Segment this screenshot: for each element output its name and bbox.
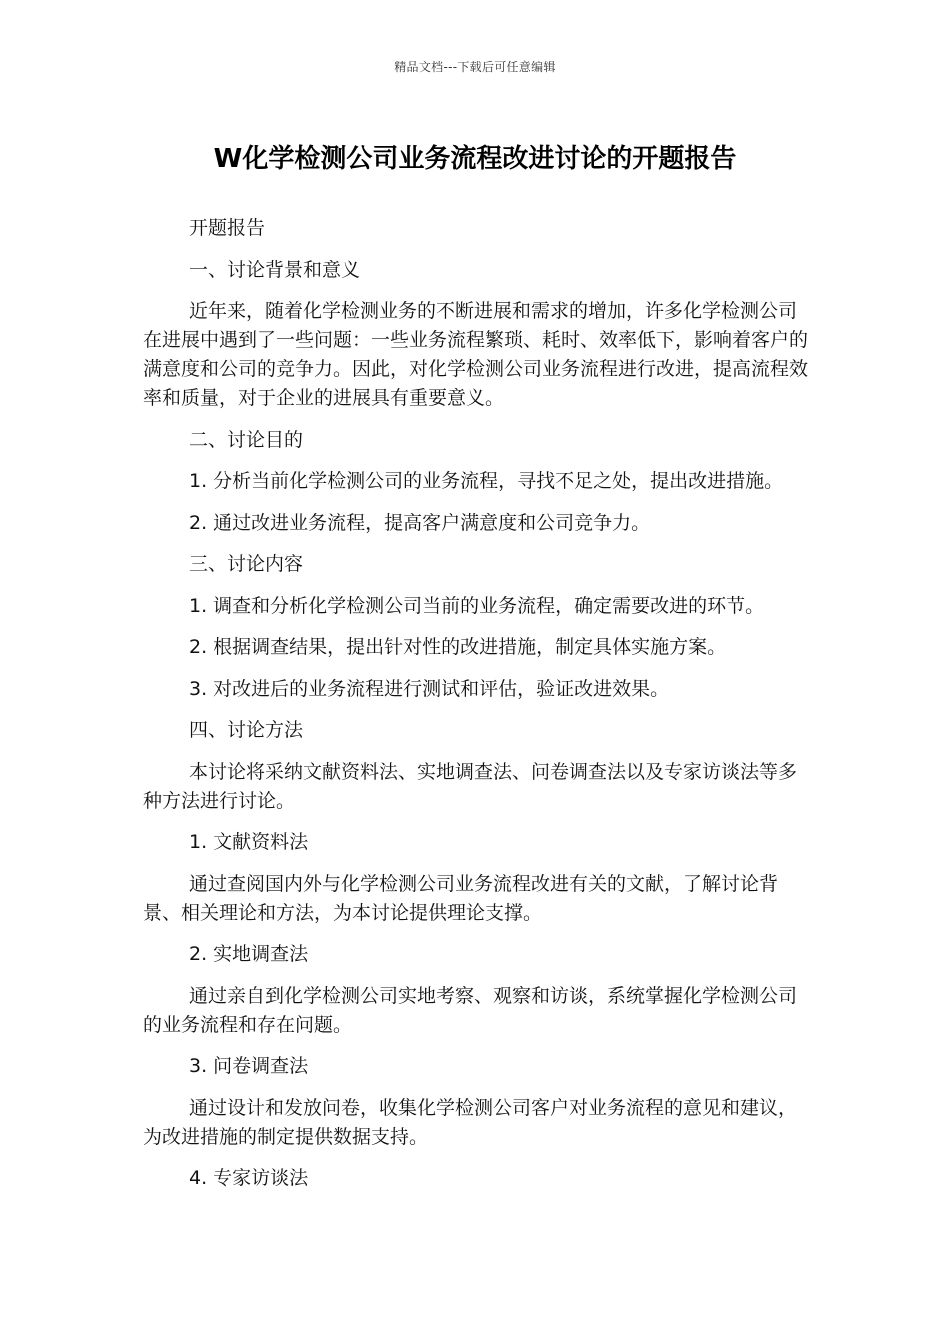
list-item-purpose-2: 2. 通过改进业务流程，提高客户满意度和公司竞争力。 <box>189 511 651 534</box>
list-item-content-3: 3. 对改进后的业务流程进行测试和评估，验证改进效果。 <box>189 677 670 700</box>
paragraph-field-survey: 通过亲自到化学检测公司实地考察、观察和访谈，系统掌握化学检测公司的业务流程和存在问题。 <box>143 984 798 1036</box>
paragraph-report-label: 开题报告 <box>189 217 266 239</box>
section-heading-method: 四、讨论方法 <box>189 719 304 741</box>
paragraph-questionnaire: 通过设计和发放问卷，收集化学检测公司客户对业务流程的意见和建议，为改进措施的制定提供数据支持。 <box>143 1096 798 1148</box>
paragraph-method-intro: 本讨论将采纳文献资料法、实地调查法、问卷调查法以及专家访谈法等多种方法进行讨论。 <box>143 760 798 812</box>
list-item-purpose-1: 1. 分析当前化学检测公司的业务流程，寻找不足之处，提出改进措施。 <box>189 470 784 492</box>
subheading-field-survey: 2. 实地调查法 <box>189 943 309 965</box>
section-heading-background: 一、讨论背景和意义 <box>189 258 361 281</box>
list-item-content-2: 2. 根据调查结果，提出针对性的改进措施，制定具体实施方案。 <box>189 636 727 658</box>
subheading-expert-interview: 4. 专家访谈法 <box>189 1167 309 1189</box>
document-body <box>143 214 811 1206</box>
page-header: 精品文档---下载后可任意编辑 <box>394 60 556 74</box>
subheading-questionnaire: 3. 问卷调查法 <box>189 1055 309 1077</box>
section-heading-content: 三、讨论内容 <box>189 553 304 575</box>
document-title: W化学检测公司业务流程改进讨论的开题报告 <box>213 144 737 174</box>
list-item-content-1: 1. 调查和分析化学检测公司当前的业务流程，确定需要改进的环节。 <box>189 594 765 617</box>
section-heading-purpose: 二、讨论目的 <box>189 428 304 451</box>
subheading-literature: 1. 文献资料法 <box>189 831 309 853</box>
paragraph-background: 近年来，随着化学检测业务的不断进展和需求的增加，许多化学检测公司在进展中遇到了一些问题：一些业务流程繁琐、耗时、效率低下，影响着客户的满意度和公司的竞争力。因此，对化学检测公司业务流程进行改进，提高流程效率和质量，对于企业的进展具有重要意义。 <box>143 300 809 409</box>
paragraph-literature: 通过查阅国内外与化学检测公司业务流程改进有关的文献，了解讨论背景、相关理论和方法，为本讨论提供理论支撑。 <box>143 872 779 924</box>
